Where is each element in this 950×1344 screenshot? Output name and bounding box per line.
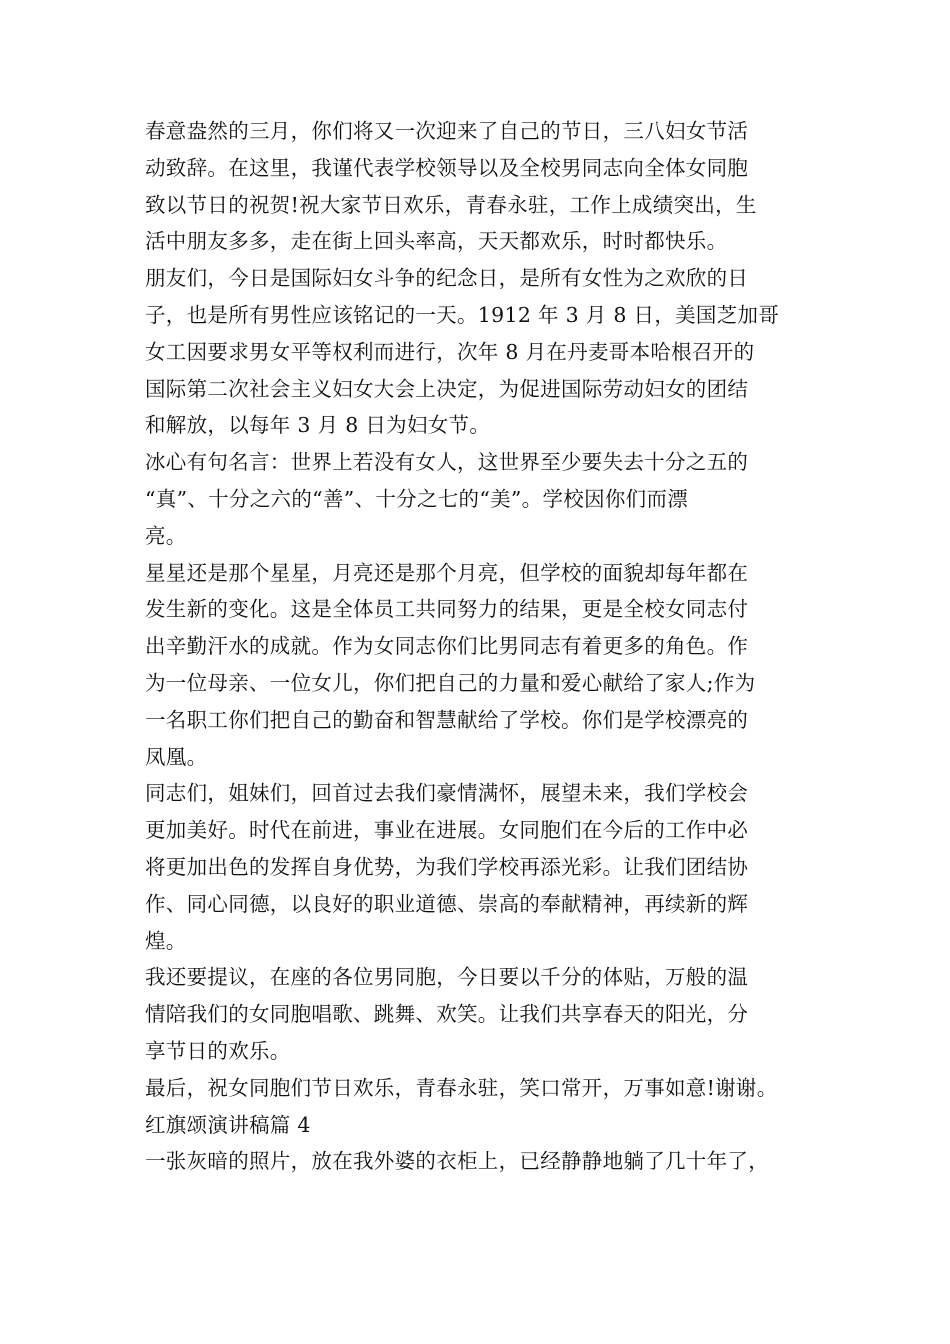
text-line: 出辛勤汗水的成就。作为女同志你们比男同志有着更多的角色。作 [145,634,749,659]
text-line: 为一位母亲、一位女儿，你们把自己的力量和爱心献给了家人;作为 [145,670,756,695]
text-line: 更加美好。时代在前进，事业在进展。女同胞们在今后的工作中必 [145,818,749,843]
text-line: 致以节日的祝贺!祝大家节日欢乐，青春永驻，工作上成绩突出，生 [145,192,757,217]
text-line: 一张灰暗的照片，放在我外婆的衣柜上，已经静静地躺了几十年了， [145,1149,769,1174]
text-line: 将更加出色的发挥自身优势，为我们学校再添光彩。让我们团结协 [145,854,749,879]
text-line: 和解放，以每年 3 月 8 日为妇女节。 [145,413,491,438]
text-line: 国际第二次社会主义妇女大会上决定，为促进国际劳动妇女的团结 [145,376,749,401]
text-line: 活中朋友多多，走在街上回头率高，天天都欢乐，时时都快乐。 [145,229,728,254]
document-body [145,113,825,1180]
text-line: 动致辞。在这里，我谨代表学校领导以及全校男同志向全体女同胞 [145,155,749,180]
text-line: 朋友们，今日是国际妇女斗争的纪念日，是所有女性为之欢欣的日 [145,266,749,291]
text-line: 子，也是所有男性应该铭记的一天。1912 年 3 月 8 日，美国芝加哥 [145,302,780,327]
text-line: 冰心有句名言：世界上若没有女人，这世界至少要失去十分之五的 [145,450,749,475]
text-line: 星星还是那个星星，月亮还是那个月亮，但学校的面貌却每年都在 [145,560,749,585]
text-line: 同志们，姐妹们，回首过去我们豪情满怀，展望未来，我们学校会 [145,781,749,806]
text-line: 女工因要求男女平等权利而进行，次年 8 月在丹麦哥本哈根召开的 [145,339,755,364]
text-line: 最后，祝女同胞们节日欢乐，青春永驻，笑口常开，万事如意!谢谢。 [145,1075,778,1100]
section-heading: 红旗颂演讲稿篇 4 [145,1112,311,1137]
text-line: 发生新的变化。这是全体员工共同努力的结果，更是全校女同志付 [145,597,749,622]
text-line: 享节日的欢乐。 [145,1038,291,1063]
text-line: 亮。 [145,523,187,548]
text-line: 煌。 [145,928,187,953]
text-line: 春意盎然的三月，你们将又一次迎来了自己的节日，三八妇女节活 [145,119,749,143]
text-line: 作、同心同德，以良好的职业道德、崇高的奉献精神，再续新的辉 [145,891,749,916]
text-line: 我还要提议，在座的各位男同胞，今日要以千分的体贴，万般的温 [145,965,749,990]
text-line: 情陪我们的女同胞唱歌、跳舞、欢笑。让我们共享春天的阳光，分 [145,1002,749,1027]
text-line: “真”、十分之六的“善”、十分之七的“美”。学校因你们而漂 [145,486,689,511]
text-line: 凤凰。 [145,744,208,769]
text-line: 一名职工你们把自己的勤奋和智慧献给了学校。你们是学校漂亮的 [145,707,749,732]
